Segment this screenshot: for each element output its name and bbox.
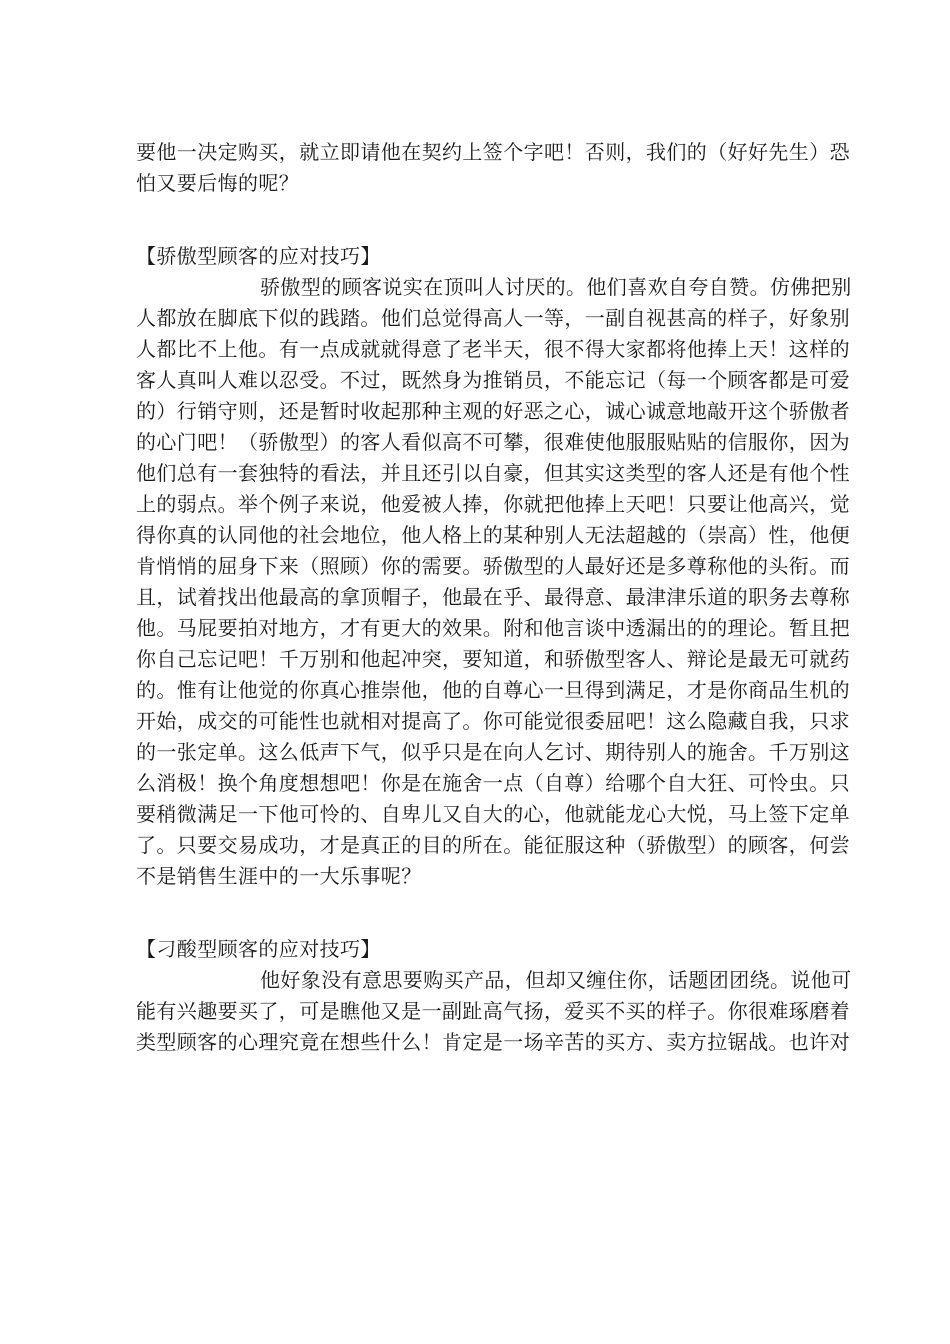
paragraph-line: 客人真叫人难以忍受。不过，既然身为推销员，不能忘记（每一个顾客都是可爱 (136, 368, 850, 392)
paragraph-line: 人都放在脚底下似的践踏。他们总觉得高人一等，一副自视甚高的样子，好象别 (136, 306, 850, 330)
paragraph-line: 的一张定单。这么低声下气，似乎只是在向人乞讨、期待别人的施舍。千万别这 (136, 740, 850, 764)
paragraph-line: 骄傲型的顾客说实在顶叫人讨厌的。他们喜欢自夸自赞。仿佛把别 (260, 275, 852, 299)
paragraph-line: 你自己忘记吧！千万别和他起冲突，要知道，和骄傲型客人、辩论是最无可就药 (136, 647, 850, 671)
paragraph-line: 且，试着找出他最高的拿顶帽子，他最在乎、最得意、最津津乐道的职务去尊称 (136, 585, 850, 609)
paragraph-line: 他。马屁要拍对地方，才有更大的效果。附和他言谈中透漏出的的理论。暂且把 (136, 616, 850, 640)
paragraph-line: 怕又要后悔的呢？ (136, 171, 300, 195)
section-heading: 【骄傲型顾客的应对技巧】 (136, 244, 381, 268)
paragraph-line: 上的弱点。举个例子来说，他爱被人捧，你就把他捧上天吧！只要让他高兴，觉 (136, 492, 850, 516)
paragraph-line: 不是销售生涯中的一大乐事呢？ (136, 864, 422, 888)
paragraph-line: 他们总有一套独特的看法，并且还引以自豪，但其实这类型的客人还是有他个性 (136, 461, 850, 485)
paragraph-line: 得你真的认同他的社会地位，他人格上的某种别人无法超越的（崇高）性，他便 (136, 523, 850, 547)
paragraph-line: 能有兴趣要买了，可是瞧他又是一副趾高气扬，爱买不买的样子。你很难琢磨着 (136, 999, 850, 1023)
paragraph-line: 的心门吧！（骄傲型）的客人看似高不可攀，很难使他服服贴贴的信服你，因为 (136, 430, 850, 454)
paragraph-line: 要稍微满足一下他可怜的、自卑儿又自大的心，他就能龙心大悦，马上签下定单 (136, 802, 850, 826)
paragraph-line: 人都比不上他。有一点成就就得意了老半天，很不得大家都将他捧上天！这样的 (136, 337, 850, 361)
paragraph-line: 他好象没有意思要购买产品，但却又缠住你，话题团团绕。说他可 (260, 968, 852, 992)
intro-paragraph (136, 137, 850, 199)
paragraph-line: 开始，成交的可能性也就相对提高了。你可能觉很委屈吧！这么隐藏自我，只求 (136, 709, 850, 733)
paragraph-line: 了。只要交易成功，才是真正的目的所在。能征服这种（骄傲型）的顾客，何尝 (136, 833, 850, 857)
section-sour-customers (136, 934, 852, 1058)
document-page (136, 137, 852, 1058)
paragraph-line: 肯悄悄的屈身下来（照顾）你的需要。骄傲型的人最好还是多尊称他的头衔。而 (136, 554, 850, 578)
section-gap (136, 199, 816, 241)
paragraph-line: 的）行销守则，还是暂时收起那种主观的好恶之心，诚心诚意地敲开这个骄傲者 (136, 399, 850, 423)
paragraph-line: 类型顾客的心理究竟在想些什么！肯定是一场辛苦的买方、卖方拉锯战。也许对 (136, 1030, 850, 1054)
section-heading: 【刁酸型顾客的应对技巧】 (136, 937, 381, 961)
paragraph-line: 的。惟有让他觉的你真心推崇他，他的自尊心一旦得到满足，才是你商品生机的 (136, 678, 850, 702)
paragraph-line: 要他一决定购买，就立即请他在契约上签个字吧！否则，我们的（好好先生）恐 (136, 140, 850, 164)
section-arrogant-customers (136, 241, 852, 892)
section-gap (136, 892, 816, 934)
paragraph-line: 么消极！换个角度想想吧！你是在施舍一点（自尊）给哪个自大狂、可怜虫。只 (136, 771, 850, 795)
